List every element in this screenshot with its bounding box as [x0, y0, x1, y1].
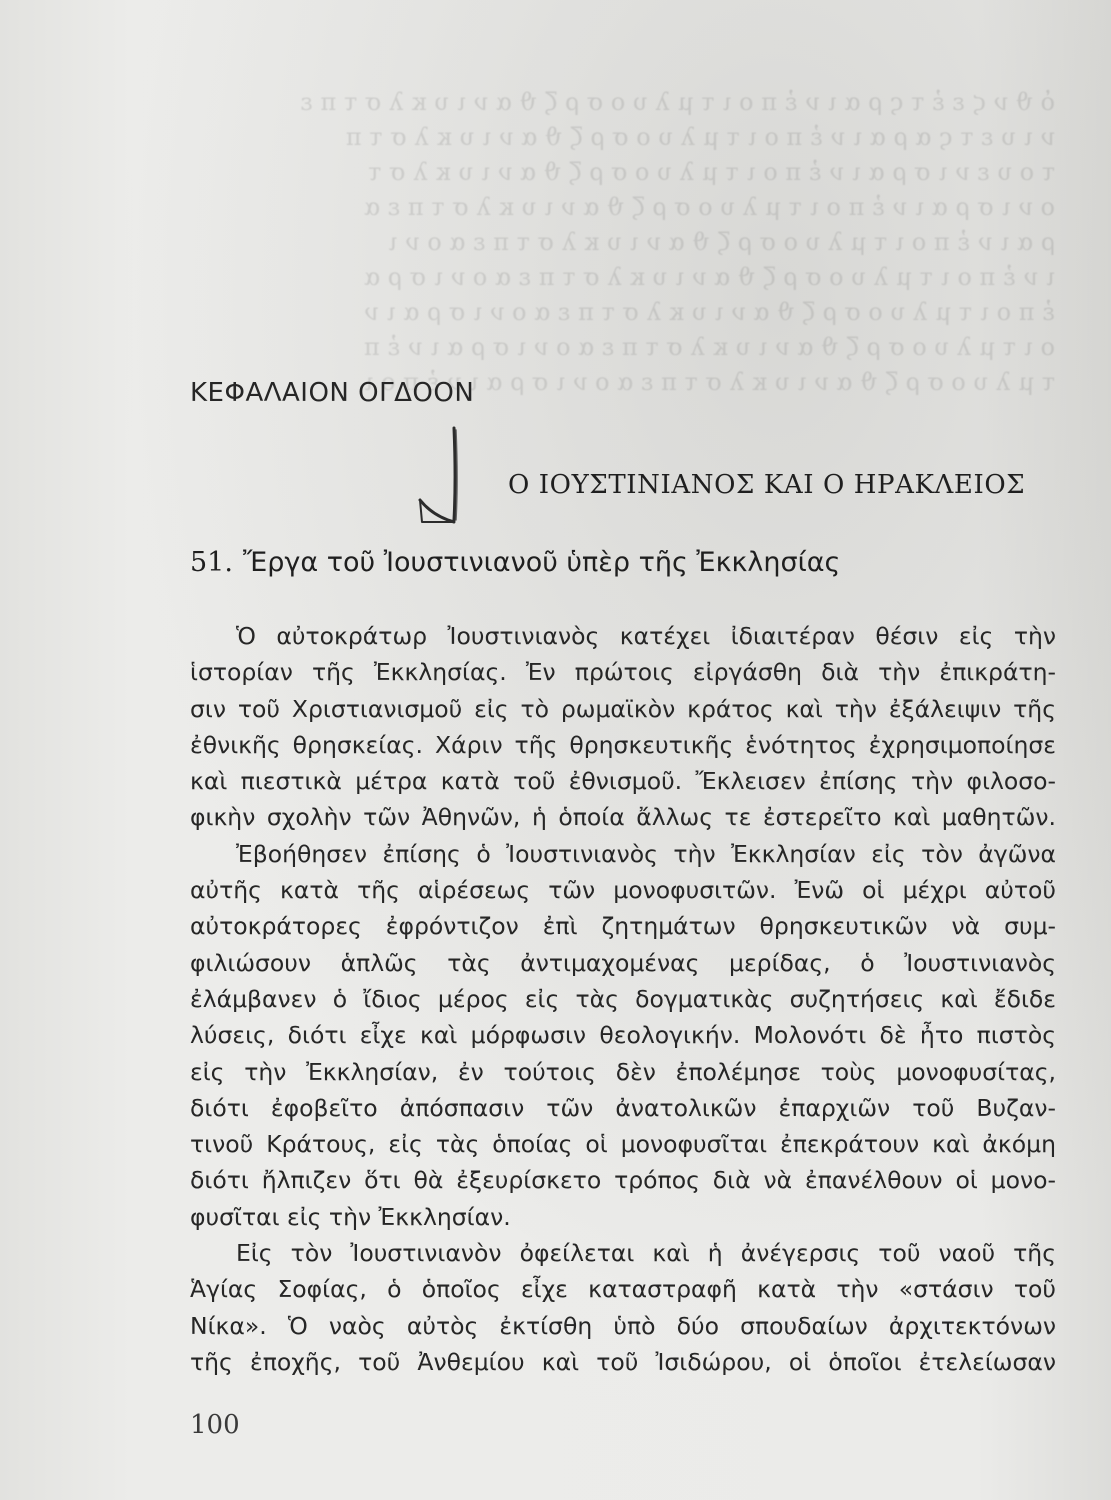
- section-number: 51.: [190, 547, 233, 578]
- text-line: διότι ἐφοβεῖτο ἀπόσπασιν τῶν ἀνατολικῶν ἐπαρχιῶν τοῦ Βυζαν-: [190, 1093, 1056, 1122]
- text-line: αὐτῆς κατὰ τῆς αἱρέσεως τῶν μονοφυσιτῶν. Ἐνῶ οἱ μέχρι αὐτοῦ: [190, 876, 1056, 905]
- text-line: καὶ πιεστικὰ μέτρα κατὰ τοῦ ἐθνισμοῦ. Ἔκλεισεν ἐπίσης τὴν φιλοσο-: [190, 767, 1056, 796]
- text-line: τῆς ἐποχῆς, τοῦ Ἀνθεμίου καὶ τοῦ Ἰσιδώρου, οἱ ὁποῖοι ἐτελείωσαν: [190, 1347, 1056, 1376]
- page-number: 100: [190, 1410, 240, 1440]
- text-line: Ἁγίας Σοφίας, ὁ ὁποῖος εἶχε καταστραφῆ κατὰ τὴν «στάσιν τοῦ: [190, 1275, 1056, 1304]
- text-line: σιν τοῦ Χριστιανισμοῦ εἰς τὸ ρωμαϊκὸν κράτος καὶ τὴν ἐξάλειψιν τῆς: [190, 694, 1056, 723]
- chapter-title: Ο ΙΟΥΣΤΙΝΙΑΝΟΣ ΚΑΙ Ο ΗΡΑΚΛΕΙΟΣ: [508, 470, 1026, 500]
- pencil-check-mark: [410, 422, 470, 532]
- paragraph: [190, 836, 1056, 1235]
- text-line: Νίκα». Ὁ ναὸς αὐτὸς ἐκτίσθη ὑπὸ δύο σπουδαίων ἀρχιτεκτόνων: [190, 1311, 1056, 1340]
- text-line: λύσεις, διότι εἶχε καὶ μόρφωσιν θεολογικήν. Μολονότι δὲ ἦτο πιστὸς: [190, 1021, 1056, 1050]
- text-line: εἰς τὴν Ἐκκλησίαν, ἐν τούτοις δὲν ἐπολέμησε τοὺς μονοφυσίτας,: [190, 1057, 1056, 1086]
- text-line: φιλιώσουν ἁπλῶς τὰς ἀντιμαχομένας μερίδας, ὁ Ἰουστινιανὸς: [190, 948, 1056, 977]
- text-line: Ὁ αὐτοκράτωρ Ἰουστινιανὸς κατέχει ἰδιαιτέραν θέσιν εἰς τὴν: [236, 622, 1056, 650]
- paragraph: [190, 1235, 1056, 1380]
- text-line: ἱστορίαν τῆς Ἐκκλησίας. Ἐν πρώτοις εἰργάσθη διὰ τὴν ἐπικράτη-: [190, 658, 1056, 687]
- text-line: Ἐβοήθησεν ἐπίσης ὁ Ἰουστινιανὸς τὴν Ἐκκλησίαν εἰς τὸν ἀγῶνα: [236, 839, 1056, 868]
- text-line: ἐθνικῆς θρησκείας. Χάριν τῆς θρησκευτικῆς ἑνότητος ἐχρησιμοποίησε: [190, 730, 1056, 759]
- chapter-label: ΚΕΦΑΛΑΙΟΝ ΟΓΔΟΟΝ: [190, 378, 475, 408]
- text-line: Εἰς τὸν Ἰουστινιανὸν ὀφείλεται καὶ ἡ ἀνέγερσις τοῦ ναοῦ τῆς: [236, 1239, 1056, 1268]
- text-line: ἐλάμβανεν ὁ ἴδιος μέρος εἰς τὰς δογματικὰς συζητήσεις καὶ ἔδιδε: [190, 984, 1056, 1013]
- body-text: [190, 618, 1056, 1380]
- text-line: φυσῖται εἰς τὴν Ἐκκλησίαν.: [190, 1202, 511, 1231]
- paragraph: [190, 618, 1056, 836]
- bleed-through-text: ὁ ϑ ν ϛ ε ἐ τ ς ρ α ι ν ἐ π ο ι τ μ λ υ ο σ ρ ζ ϑ α ν ι υ κ λ σ τ π ε ν ι υ ε τ ς α ρ α ι ν ἐ π ο ι τ μ λ υ ο σ ρ ζ ϑ α ν ι υ κ λ σ τ π τ ο υ ε ν ι σ ρ α ι ν ἐ π ο ι τ μ λ υ ο σ ρ ζ ϑ α ν ι υ κ λ σ τ ο ν ι σ ρ α ι ν ἐ π ο ι τ μ λ υ ο σ ρ ζ ϑ α ν ι υ κ λ σ τ π ε α ρ α ι ν ἐ π ο ι τ μ λ υ ο σ ρ ζ ϑ α ν ι υ κ λ σ τ π ε α ο ν ι ι ν ἐ π ο ι τ μ λ υ ο σ ρ ζ ϑ α ν ι υ κ λ σ τ π ε α ο ν ι σ ρ α ἐ π ο ι τ μ λ υ ο σ ρ ζ ϑ α ν ι υ κ λ σ τ π ε α ο ν ι σ ρ α ι ν ο ι τ μ λ υ ο σ ρ ζ ϑ α ν ι υ κ λ σ τ π ε α ο ν ι σ ρ α ι ν ἐ π τ μ λ υ ο σ ρ ζ ϑ α ν ι υ κ λ σ τ π ε α ο ν ι σ ρ α ι ν ἐ π ο ι: [300, 88, 1055, 396]
- section-heading: [190, 547, 840, 578]
- text-line: φικὴν σχολὴν τῶν Ἀθηνῶν, ἡ ὁποία ἄλλως τε ἐστερεῖτο καὶ μαθητῶν.: [190, 803, 1056, 832]
- text-line: αὐτοκράτορες ἐφρόντιζον ἐπὶ ζητημάτων θρησκευτικῶν νὰ συμ-: [190, 912, 1056, 941]
- text-line: διότι ἤλπιζεν ὅτι θὰ ἐξευρίσκετο τρόπος διὰ νὰ ἐπανέλθουν οἱ μονο-: [190, 1166, 1056, 1195]
- text-line: τινοῦ Κράτους, εἰς τὰς ὁποίας οἱ μονοφυσῖται ἐπεκράτουν καὶ ἀκόμη: [190, 1130, 1056, 1159]
- section-title: Ἔργα τοῦ Ἰουστινιανοῦ ὑπὲρ τῆς Ἐκκλησίας: [242, 547, 841, 578]
